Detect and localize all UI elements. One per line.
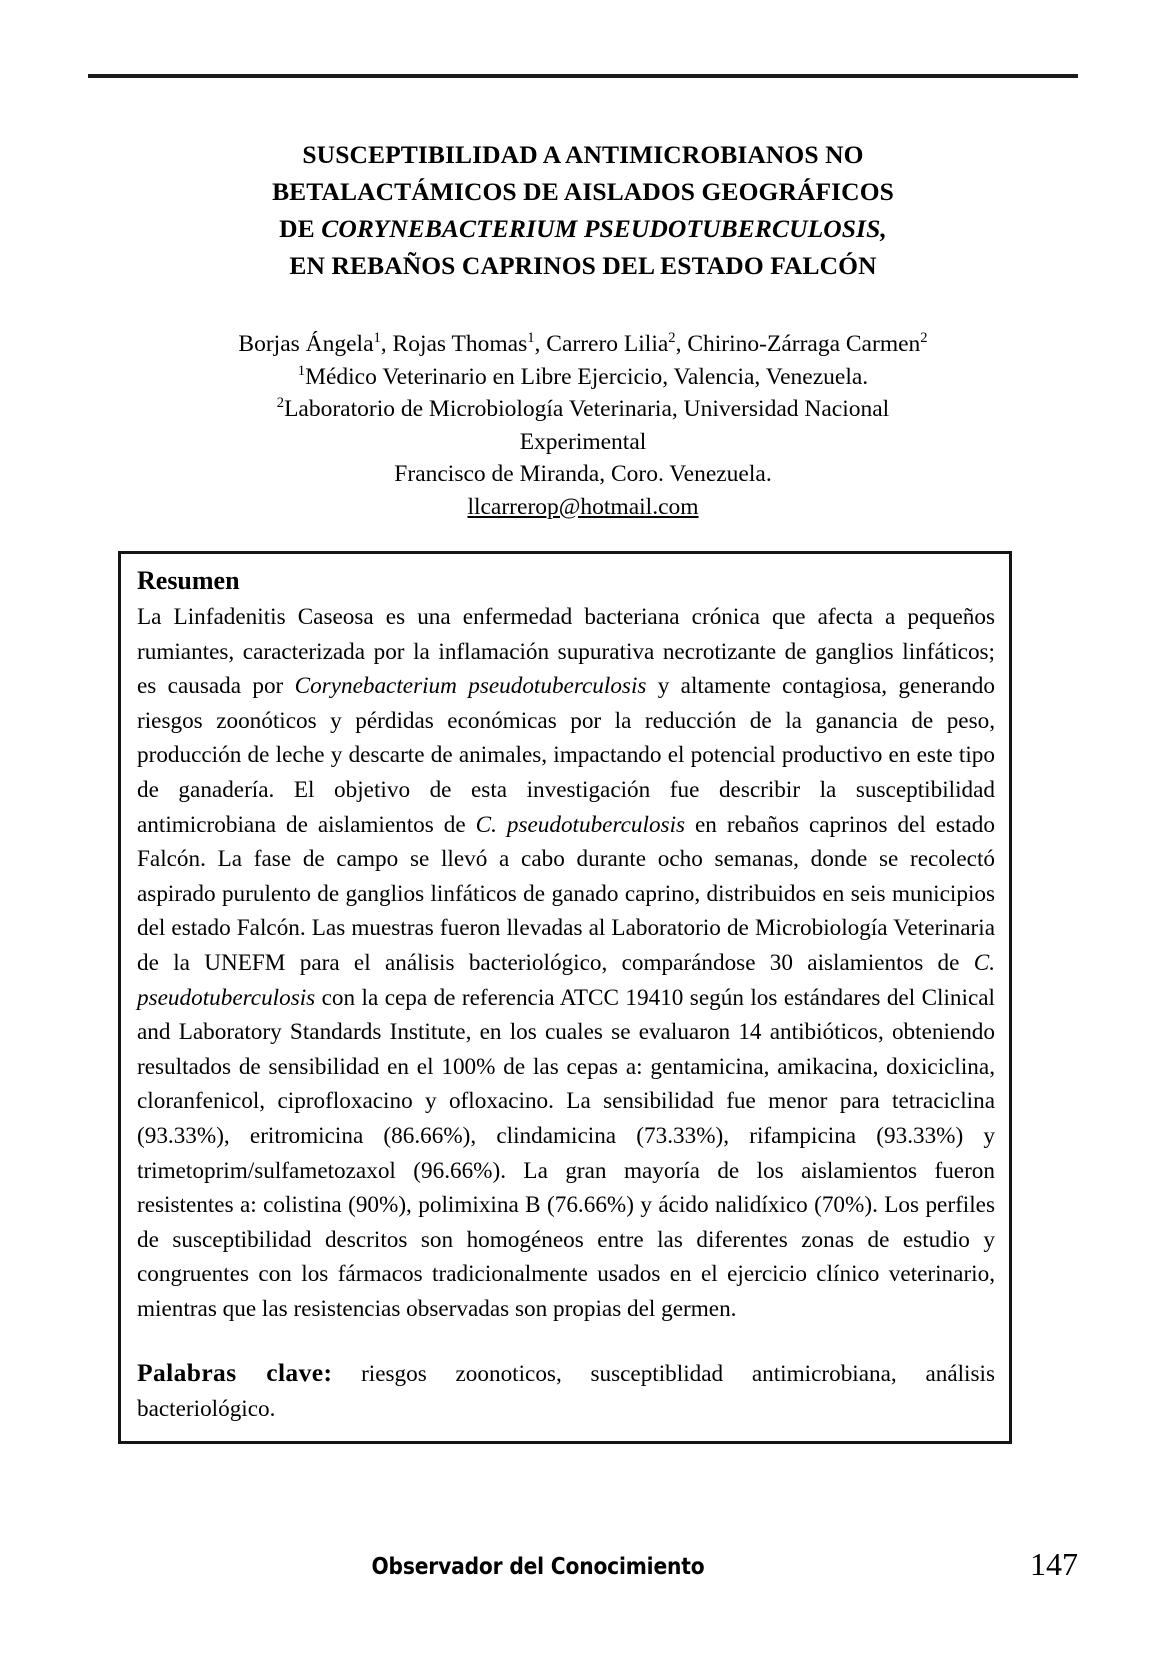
author-sup-3: 2 xyxy=(668,330,676,347)
author-name-2: , Rojas Thomas xyxy=(380,331,528,357)
affiliation-2 xyxy=(110,393,1056,426)
author-name-3: , Carrero Lilia xyxy=(534,331,669,357)
affiliation-1-marker: 1 xyxy=(297,362,306,379)
title-line-3-species: CORYNEBACTERIUM PSEUDOTUBERCULOSIS, xyxy=(321,214,887,243)
authors-block xyxy=(110,328,1056,523)
keywords-paragraph xyxy=(137,1356,995,1426)
abstract-species-3: C. pseudotuberculosis xyxy=(137,949,995,1011)
keywords-text: riesgos zoonoticos, susceptiblidad antimicrobiana, análisis bacteriológico. xyxy=(137,1361,995,1423)
header-rule xyxy=(88,74,1078,78)
contact-email[interactable]: llcarrerop@hotmail.com xyxy=(467,493,699,520)
abstract-species-1: Corynebacterium pseudotuberculosis xyxy=(294,673,647,700)
affiliation-3: Francisco de Miranda, Coro. Venezuela. xyxy=(394,461,772,487)
abstract-seg-1: La Linfadenitis Caseosa es una enfermedad bacteriana crónica que afecta a pequeños rumiantes, caracterizada por la inflamación supurativa necrotizante de ganglios linfáticos; es causada por xyxy=(137,604,995,700)
footer-journal-name: Observador del Conocimiento xyxy=(371,1554,705,1580)
title-line-1: SUSCEPTIBILIDAD A ANTIMICROBIANOS NO xyxy=(302,140,864,169)
page-title xyxy=(110,136,1056,284)
author-sup-4: 2 xyxy=(920,330,928,347)
affiliation-1 xyxy=(110,361,1056,394)
abstract-seg-3: en rebaños caprinos del estado Falcón. La fase de campo se llevó a cabo durante ocho semanas, donde se recolectó aspirado purulento de ganglios linfáticos de ganado caprino, distribuidos en seis municipios del estado Falcón. Las muestras fueron llevadas al Laboratorio de Microbiología Veterinaria de la UNEFM para el análisis bacteriológico, comparándose 30 aislamientos de xyxy=(137,811,995,976)
affiliation-2-text: Laboratorio de Microbiología Veterinaria, Universidad Nacional xyxy=(284,396,890,422)
keywords-label: Palabras clave: xyxy=(137,1358,333,1388)
abstract-box xyxy=(118,551,1012,1444)
author-sup-1: 1 xyxy=(373,330,381,347)
contact-email-line xyxy=(110,491,1056,524)
title-line-3-prefix: DE xyxy=(279,214,322,243)
title-line-2: BETALACTÁMICOS DE AISLADOS GEOGRÁFICOS xyxy=(272,177,894,206)
title-line-4: EN REBAÑOS CAPRINOS DEL ESTADO FALCÓN xyxy=(289,251,877,280)
abstract-seg-4: con la cepa de referencia ATCC 19410 según los estándares del Clinical and Laboratory Standards Institute, en los cuales se evaluaron 14 antibióticos, obteniendo resultados de sensibilidad en el 100% de las cepas a: gentamicina, amikacina, doxiciclina, cloranfenicol, ciprofloxacino y ofloxacino. La sensibilidad fue menor para tetraciclina (93.33%), eritromicina (86.66%), clindamicina (73.33%), rifampicina (93.33%) y trimetoprim/sulfametozaxol (96.66%). La gran mayoría de los aislamientos fueron resistentes a: colistina (90%), polimixina B (76.66%) y ácido nalidíxico (70%). Los perfiles de susceptibilidad descritos son homogéneos entre las diferentes zonas de estudio y congruentes con los fármacos tradicionalmente usados en el ejercicio clínico veterinario, mientras que las resistencias observadas son propias del germen. xyxy=(137,984,995,1322)
affiliation-1-text: Médico Veterinario en Libre Ejercicio, Valencia, Venezuela. xyxy=(305,363,869,390)
affiliation-2-continued: Experimental xyxy=(519,428,647,455)
page-footer xyxy=(88,1546,1078,1594)
author-name-1: Borjas Ángela xyxy=(238,331,374,357)
abstract-species-2: C. pseudotuberculosis xyxy=(475,811,686,838)
author-sup-2: 1 xyxy=(527,330,535,347)
footer-page-number: 147 xyxy=(1030,1546,1078,1582)
abstract-paragraph xyxy=(137,600,995,1326)
author-name-4: , Chirino-Zárraga Carmen xyxy=(675,331,921,357)
abstract-heading: Resumen xyxy=(137,566,240,595)
affiliation-2-marker: 2 xyxy=(276,395,285,412)
abstract-seg-2: y altamente contagiosa, generando riesgos zoonóticos y pérdidas económicas por la reducción de la ganancia de peso, producción de leche y descarte de animales, impactando el potencial productivo en este tipo de ganadería. El objetivo de esta investigación fue describir la susceptibilidad antimicrobiana de aislamientos de xyxy=(137,673,995,838)
author-names xyxy=(110,328,1056,361)
title-line-3 xyxy=(110,210,1056,247)
